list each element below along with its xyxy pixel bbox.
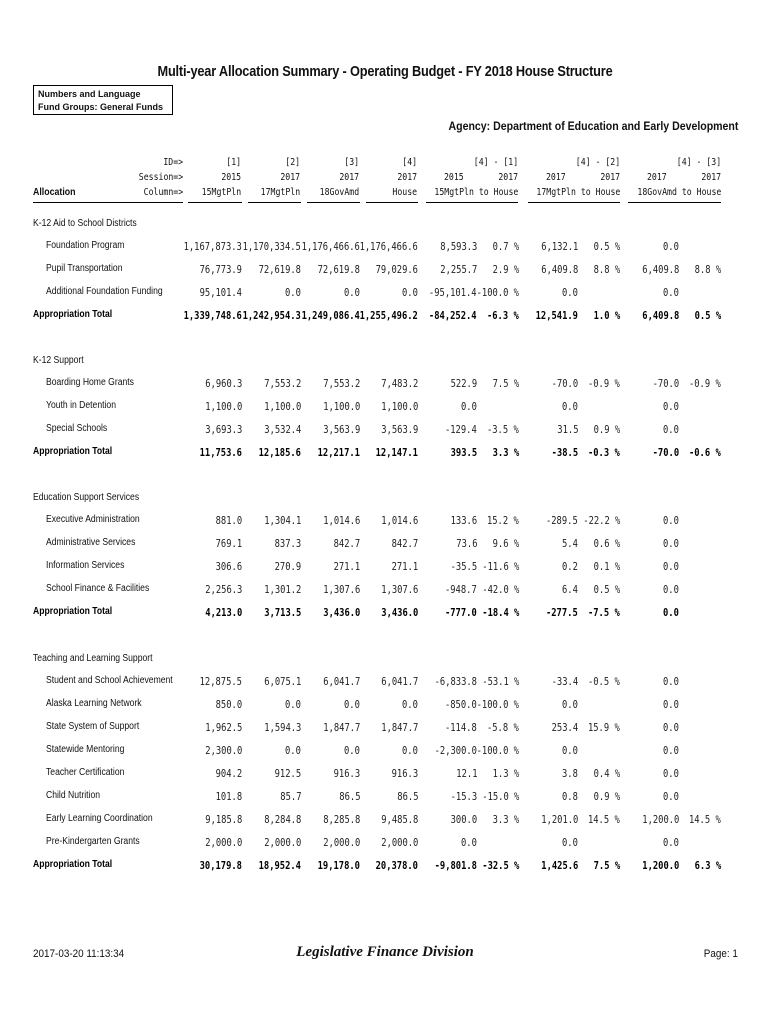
value-2015-15mgtpln: 1,100.0	[204, 400, 242, 413]
value-2017-18govamd: 3,563.9	[322, 423, 360, 436]
diff-17mgtpln-to-house: -289.5	[546, 514, 578, 527]
value-2017-house: 1,255,496.2	[359, 309, 418, 322]
table-row	[0, 377, 770, 393]
section-name: Teaching and Learning Support	[33, 653, 153, 664]
pct-17mgtpln-to-house: 0.4 %	[593, 767, 620, 780]
header-underline	[366, 202, 418, 203]
diff-17mgtpln-to-house: 0.0	[562, 744, 578, 757]
total-label: Appropriation Total	[33, 606, 113, 617]
agency-name: Agency: Department of Education and Early Development	[448, 119, 738, 133]
value-2015-15mgtpln: 2,000.0	[204, 836, 242, 849]
pct-18govamd-to-house: 0.5 %	[694, 309, 721, 322]
value-2015-15mgtpln: 881.0	[215, 514, 242, 527]
diff-15mgtpln-to-house: 300.0	[450, 813, 477, 826]
value-2015-15mgtpln: 76,773.9	[199, 263, 242, 276]
pct-17mgtpln-to-house: 8.8 %	[593, 263, 620, 276]
allocation-name: Child Nutrition	[46, 790, 101, 801]
col2-id: [2]	[285, 157, 300, 168]
diff-18govamd-to-house: 0.0	[663, 721, 679, 734]
diff-15mgtpln-to-house: -6,833.8	[434, 675, 477, 688]
col4-name: House	[392, 187, 417, 198]
pct-17mgtpln-to-house: -0.9 %	[588, 377, 620, 390]
diff-18govamd-to-house: 0.0	[663, 836, 679, 849]
pct-17mgtpln-to-house: 14.5 %	[588, 813, 620, 826]
value-2017-house: 3,563.9	[380, 423, 418, 436]
appropriation-total-row	[0, 859, 770, 875]
table-row	[0, 537, 770, 553]
allocation-name: School Finance & Facilities	[46, 583, 150, 594]
pct-15mgtpln-to-house: -100.0 %	[476, 744, 519, 757]
col1-id: [1]	[226, 157, 241, 168]
value-2017-house: 916.3	[391, 767, 418, 780]
pct-17mgtpln-to-house: 0.9 %	[593, 790, 620, 803]
pct-17mgtpln-to-house: 0.6 %	[593, 537, 620, 550]
pct-17mgtpln-to-house: -0.5 %	[588, 675, 620, 688]
col3-session: 2017	[339, 172, 359, 183]
diff-17mgtpln-to-house: 0.0	[562, 286, 578, 299]
diff-17mgtpln-to-house: 6.4	[562, 583, 578, 596]
cmp3-session-from: 2017	[647, 172, 667, 183]
diff-17mgtpln-to-house: 5.4	[562, 537, 578, 550]
value-2017-house: 20,378.0	[375, 859, 418, 872]
table-row	[0, 263, 770, 279]
allocation-name: Alaska Learning Network	[46, 698, 142, 709]
allocation-name: Information Services	[46, 560, 125, 571]
diff-17mgtpln-to-house: -38.5	[551, 446, 578, 459]
value-2017-house: 7,483.2	[380, 377, 418, 390]
header-underline	[426, 202, 518, 203]
pct-17mgtpln-to-house: 0.5 %	[593, 583, 620, 596]
allocation-name: Early Learning Coordination	[46, 813, 153, 824]
section-name: Education Support Services	[33, 492, 140, 503]
table-row	[0, 813, 770, 829]
section-heading	[0, 653, 770, 669]
pct-18govamd-to-house: -0.6 %	[689, 446, 721, 459]
value-2017-18govamd: 0.0	[344, 698, 360, 711]
diff-15mgtpln-to-house: 8,593.3	[439, 240, 477, 253]
value-2017-house: 1,176,466.6	[359, 240, 418, 253]
value-2017-house: 1,100.0	[380, 400, 418, 413]
diff-18govamd-to-house: 0.0	[663, 423, 679, 436]
cmp1-id: [4] - [1]	[473, 157, 518, 168]
diff-15mgtpln-to-house: -777.0	[445, 606, 477, 619]
diff-17mgtpln-to-house: -70.0	[551, 377, 578, 390]
value-2017-house: 2,000.0	[380, 836, 418, 849]
report-title: Multi-year Allocation Summary - Operating Budget - FY 2018 House Structure	[157, 63, 613, 80]
diff-15mgtpln-to-house: -129.4	[445, 423, 477, 436]
col4-id: [4]	[402, 157, 417, 168]
section-heading	[0, 492, 770, 508]
table-row	[0, 790, 770, 806]
allocation-name: Additional Foundation Funding	[46, 286, 163, 297]
diff-15mgtpln-to-house: 522.9	[450, 377, 477, 390]
value-2015-15mgtpln: 4,213.0	[204, 606, 242, 619]
value-2017-18govamd: 8,285.8	[322, 813, 360, 826]
cmp2-id: [4] - [2]	[575, 157, 620, 168]
pct-15mgtpln-to-house: -42.0 %	[481, 583, 519, 596]
pct-15mgtpln-to-house: 9.6 %	[492, 537, 519, 550]
allocation-name: Boarding Home Grants	[46, 377, 134, 388]
diff-18govamd-to-house: 0.0	[663, 767, 679, 780]
header-row-label-session: Session=>	[138, 172, 183, 183]
value-2017-18govamd: 1,100.0	[322, 400, 360, 413]
value-2015-15mgtpln: 12,875.5	[199, 675, 242, 688]
pct-17mgtpln-to-house: 15.9 %	[588, 721, 620, 734]
pct-18govamd-to-house: 14.5 %	[689, 813, 721, 826]
value-2017-17mgtpln: 1,301.2	[263, 583, 301, 596]
diff-18govamd-to-house: -70.0	[652, 377, 679, 390]
fund-box-line-2: Fund Groups: General Funds	[38, 102, 164, 112]
header-underline	[188, 202, 242, 203]
value-2017-18govamd: 72,619.8	[317, 263, 360, 276]
value-2017-18govamd: 1,014.6	[322, 514, 360, 527]
value-2017-house: 0.0	[402, 744, 418, 757]
pct-15mgtpln-to-house: 0.7 %	[492, 240, 519, 253]
header-row-label-id: ID=>	[163, 157, 183, 168]
pct-15mgtpln-to-house: -100.0 %	[476, 698, 519, 711]
value-2017-18govamd: 916.3	[333, 767, 360, 780]
pct-15mgtpln-to-house: 2.9 %	[492, 263, 519, 276]
allocation-name: Teacher Certification	[46, 767, 125, 778]
diff-18govamd-to-house: 0.0	[663, 583, 679, 596]
col3-name: 18GovAmd	[319, 187, 359, 198]
col2-session: 2017	[280, 172, 300, 183]
pct-15mgtpln-to-house: 1.3 %	[492, 767, 519, 780]
value-2017-house: 0.0	[402, 286, 418, 299]
diff-17mgtpln-to-house: 0.2	[562, 560, 578, 573]
table-row	[0, 400, 770, 416]
value-2017-house: 1,014.6	[380, 514, 418, 527]
table-row	[0, 423, 770, 439]
pct-18govamd-to-house: 6.3 %	[694, 859, 721, 872]
table-row	[0, 675, 770, 691]
diff-18govamd-to-house: 0.0	[663, 606, 679, 619]
value-2017-house: 79,029.6	[375, 263, 418, 276]
pct-17mgtpln-to-house: 1.0 %	[593, 309, 620, 322]
value-2015-15mgtpln: 11,753.6	[199, 446, 242, 459]
value-2017-17mgtpln: 1,170,334.5	[242, 240, 301, 253]
diff-17mgtpln-to-house: 1,425.6	[540, 859, 578, 872]
appropriation-total-row	[0, 309, 770, 325]
diff-15mgtpln-to-house: 0.0	[461, 400, 477, 413]
value-2015-15mgtpln: 1,339,748.6	[183, 309, 242, 322]
allocation-name: Foundation Program	[46, 240, 125, 251]
value-2017-house: 12,147.1	[375, 446, 418, 459]
diff-17mgtpln-to-house: 3.8	[562, 767, 578, 780]
pct-15mgtpln-to-house: -5.8 %	[487, 721, 519, 734]
value-2017-house: 0.0	[402, 698, 418, 711]
pct-15mgtpln-to-house: -18.4 %	[481, 606, 519, 619]
value-2017-17mgtpln: 12,185.6	[258, 446, 301, 459]
pct-18govamd-to-house: 8.8 %	[694, 263, 721, 276]
value-2017-18govamd: 1,249,086.4	[301, 309, 360, 322]
allocation-name: State System of Support	[46, 721, 140, 732]
value-2015-15mgtpln: 95,101.4	[199, 286, 242, 299]
cmp2-label: 17MgtPln to House	[536, 187, 620, 198]
value-2017-18govamd: 1,176,466.6	[301, 240, 360, 253]
pct-17mgtpln-to-house: -0.3 %	[588, 446, 620, 459]
value-2015-15mgtpln: 6,960.3	[204, 377, 242, 390]
diff-17mgtpln-to-house: 253.4	[551, 721, 578, 734]
diff-15mgtpln-to-house: -15.3	[450, 790, 477, 803]
table-row	[0, 698, 770, 714]
cmp3-id: [4] - [3]	[676, 157, 721, 168]
diff-15mgtpln-to-house: 0.0	[461, 836, 477, 849]
value-2017-18govamd: 1,847.7	[322, 721, 360, 734]
allocation-name: Student and School Achievement	[46, 675, 173, 686]
table-row	[0, 721, 770, 737]
diff-17mgtpln-to-house: 6,409.8	[540, 263, 578, 276]
fund-box-line-1: Numbers and Language	[38, 89, 141, 99]
col4-session: 2017	[397, 172, 417, 183]
diff-18govamd-to-house: 0.0	[663, 514, 679, 527]
col1-name: 15MgtPln	[201, 187, 241, 198]
value-2017-17mgtpln: 72,619.8	[258, 263, 301, 276]
value-2015-15mgtpln: 1,167,873.3	[183, 240, 242, 253]
header-underline	[248, 202, 301, 203]
diff-17mgtpln-to-house: 0.0	[562, 698, 578, 711]
value-2015-15mgtpln: 904.2	[215, 767, 242, 780]
pct-15mgtpln-to-house: -32.5 %	[481, 859, 519, 872]
col1-session: 2015	[221, 172, 241, 183]
header-underline	[33, 202, 183, 203]
diff-18govamd-to-house: 6,409.8	[641, 309, 679, 322]
col2-name: 17MgtPln	[260, 187, 300, 198]
diff-15mgtpln-to-house: -84,252.4	[429, 309, 477, 322]
allocation-name: Special Schools	[46, 423, 108, 434]
diff-17mgtpln-to-house: 31.5	[556, 423, 578, 436]
table-row	[0, 514, 770, 530]
pct-17mgtpln-to-house: 7.5 %	[593, 859, 620, 872]
value-2017-18govamd: 12,217.1	[317, 446, 360, 459]
diff-18govamd-to-house: 0.0	[663, 560, 679, 573]
allocation-name: Pupil Transportation	[46, 263, 123, 274]
diff-15mgtpln-to-house: -2,300.0	[434, 744, 477, 757]
value-2017-18govamd: 0.0	[344, 744, 360, 757]
value-2015-15mgtpln: 2,256.3	[204, 583, 242, 596]
value-2017-17mgtpln: 85.7	[279, 790, 301, 803]
pct-17mgtpln-to-house: -22.2 %	[582, 514, 620, 527]
value-2017-17mgtpln: 18,952.4	[258, 859, 301, 872]
diff-15mgtpln-to-house: 2,255.7	[439, 263, 477, 276]
footer-page-number: Page: 1	[703, 948, 738, 960]
diff-18govamd-to-house: 0.0	[663, 698, 679, 711]
value-2017-17mgtpln: 7,553.2	[263, 377, 301, 390]
section-heading	[0, 218, 770, 234]
value-2015-15mgtpln: 850.0	[215, 698, 242, 711]
total-label: Appropriation Total	[33, 859, 113, 870]
col3-id: [3]	[344, 157, 359, 168]
value-2015-15mgtpln: 101.8	[215, 790, 242, 803]
value-2017-house: 842.7	[391, 537, 418, 550]
pct-15mgtpln-to-house: 15.2 %	[487, 514, 519, 527]
footer-division: Legislative Finance Division	[296, 944, 474, 960]
cmp2-session-to: 2017	[600, 172, 620, 183]
diff-15mgtpln-to-house: 393.5	[450, 446, 477, 459]
value-2017-17mgtpln: 1,242,954.3	[242, 309, 301, 322]
value-2015-15mgtpln: 769.1	[215, 537, 242, 550]
diff-15mgtpln-to-house: 133.6	[450, 514, 477, 527]
pct-15mgtpln-to-house: 7.5 %	[492, 377, 519, 390]
table-row	[0, 583, 770, 599]
value-2017-18govamd: 6,041.7	[322, 675, 360, 688]
fund-group-box	[33, 85, 173, 115]
value-2017-17mgtpln: 8,284.8	[263, 813, 301, 826]
pct-15mgtpln-to-house: -11.6 %	[481, 560, 519, 573]
value-2017-house: 9,485.8	[380, 813, 418, 826]
value-2017-17mgtpln: 2,000.0	[263, 836, 301, 849]
value-2017-house: 1,307.6	[380, 583, 418, 596]
table-row	[0, 240, 770, 256]
table-row	[0, 744, 770, 760]
diff-18govamd-to-house: -70.0	[652, 446, 679, 459]
value-2017-17mgtpln: 1,594.3	[263, 721, 301, 734]
value-2015-15mgtpln: 30,179.8	[199, 859, 242, 872]
value-2017-18govamd: 1,307.6	[322, 583, 360, 596]
value-2017-17mgtpln: 1,304.1	[263, 514, 301, 527]
header-underline	[528, 202, 620, 203]
appropriation-total-row	[0, 606, 770, 622]
pct-17mgtpln-to-house: 0.1 %	[593, 560, 620, 573]
diff-18govamd-to-house: 0.0	[663, 537, 679, 550]
value-2015-15mgtpln: 1,962.5	[204, 721, 242, 734]
cmp3-session-to: 2017	[701, 172, 721, 183]
header-underline	[307, 202, 360, 203]
value-2017-17mgtpln: 0.0	[285, 286, 301, 299]
cmp1-session-to: 2017	[498, 172, 518, 183]
diff-15mgtpln-to-house: -9,801.8	[434, 859, 477, 872]
allocation-name: Statewide Mentoring	[46, 744, 125, 755]
section-heading	[0, 355, 770, 371]
pct-15mgtpln-to-house: -6.3 %	[487, 309, 519, 322]
value-2017-17mgtpln: 1,100.0	[263, 400, 301, 413]
value-2017-17mgtpln: 837.3	[274, 537, 301, 550]
total-label: Appropriation Total	[33, 446, 113, 457]
diff-15mgtpln-to-house: 73.6	[455, 537, 477, 550]
appropriation-total-row	[0, 446, 770, 462]
value-2017-house: 86.5	[396, 790, 418, 803]
value-2015-15mgtpln: 9,185.8	[204, 813, 242, 826]
diff-18govamd-to-house: 0.0	[663, 240, 679, 253]
pct-15mgtpln-to-house: -100.0 %	[476, 286, 519, 299]
diff-18govamd-to-house: 0.0	[663, 744, 679, 757]
diff-17mgtpln-to-house: 0.8	[562, 790, 578, 803]
value-2017-17mgtpln: 6,075.1	[263, 675, 301, 688]
value-2017-house: 271.1	[391, 560, 418, 573]
value-2017-18govamd: 7,553.2	[322, 377, 360, 390]
diff-17mgtpln-to-house: 0.0	[562, 836, 578, 849]
total-label: Appropriation Total	[33, 309, 113, 320]
diff-15mgtpln-to-house: -948.7	[445, 583, 477, 596]
cmp1-label: 15MgtPln to House	[434, 187, 518, 198]
diff-18govamd-to-house: 1,200.0	[641, 859, 679, 872]
pct-15mgtpln-to-house: -53.1 %	[481, 675, 519, 688]
allocation-name: Youth in Detention	[46, 400, 116, 411]
value-2017-17mgtpln: 3,532.4	[263, 423, 301, 436]
value-2017-18govamd: 3,436.0	[322, 606, 360, 619]
diff-18govamd-to-house: 0.0	[663, 286, 679, 299]
header-underline	[628, 202, 721, 203]
pct-18govamd-to-house: -0.9 %	[689, 377, 721, 390]
header-row-label-column: Column=>	[143, 187, 183, 198]
value-2017-house: 6,041.7	[380, 675, 418, 688]
allocation-name: Executive Administration	[46, 514, 140, 525]
diff-18govamd-to-house: 0.0	[663, 400, 679, 413]
pct-17mgtpln-to-house: 0.9 %	[593, 423, 620, 436]
section-name: K-12 Support	[33, 355, 84, 366]
pct-15mgtpln-to-house: -3.5 %	[487, 423, 519, 436]
pct-17mgtpln-to-house: 0.5 %	[593, 240, 620, 253]
pct-15mgtpln-to-house: 3.3 %	[492, 813, 519, 826]
value-2017-17mgtpln: 3,713.5	[263, 606, 301, 619]
value-2017-18govamd: 0.0	[344, 286, 360, 299]
pct-15mgtpln-to-house: -15.0 %	[481, 790, 519, 803]
value-2017-18govamd: 19,178.0	[317, 859, 360, 872]
diff-17mgtpln-to-house: -277.5	[546, 606, 578, 619]
cmp1-session-from: 2015	[444, 172, 464, 183]
value-2017-18govamd: 842.7	[333, 537, 360, 550]
diff-15mgtpln-to-house: -95,101.4	[429, 286, 477, 299]
pct-15mgtpln-to-house: 3.3 %	[492, 446, 519, 459]
section-name: K-12 Aid to School Districts	[33, 218, 137, 229]
value-2017-17mgtpln: 0.0	[285, 698, 301, 711]
value-2017-18govamd: 86.5	[338, 790, 360, 803]
diff-15mgtpln-to-house: 12.1	[455, 767, 477, 780]
value-2017-house: 1,847.7	[380, 721, 418, 734]
diff-18govamd-to-house: 6,409.8	[641, 263, 679, 276]
pct-17mgtpln-to-house: -7.5 %	[588, 606, 620, 619]
value-2017-17mgtpln: 912.5	[274, 767, 301, 780]
value-2015-15mgtpln: 3,693.3	[204, 423, 242, 436]
diff-17mgtpln-to-house: -33.4	[551, 675, 578, 688]
value-2017-18govamd: 2,000.0	[322, 836, 360, 849]
diff-17mgtpln-to-house: 0.0	[562, 400, 578, 413]
table-row	[0, 836, 770, 852]
cmp2-session-from: 2017	[546, 172, 566, 183]
table-row	[0, 286, 770, 302]
value-2015-15mgtpln: 2,300.0	[204, 744, 242, 757]
value-2017-house: 3,436.0	[380, 606, 418, 619]
allocation-header: Allocation	[33, 187, 76, 198]
table-row	[0, 767, 770, 783]
diff-17mgtpln-to-house: 12,541.9	[535, 309, 578, 322]
diff-15mgtpln-to-house: -114.8	[445, 721, 477, 734]
diff-15mgtpln-to-house: -35.5	[450, 560, 477, 573]
allocation-name: Pre-Kindergarten Grants	[46, 836, 140, 847]
cmp3-label: 18GovAmd to House	[637, 187, 721, 198]
diff-18govamd-to-house: 0.0	[663, 675, 679, 688]
diff-15mgtpln-to-house: -850.0	[445, 698, 477, 711]
value-2017-18govamd: 271.1	[333, 560, 360, 573]
table-row	[0, 560, 770, 576]
value-2015-15mgtpln: 306.6	[215, 560, 242, 573]
allocation-name: Administrative Services	[46, 537, 136, 548]
diff-17mgtpln-to-house: 6,132.1	[540, 240, 578, 253]
diff-17mgtpln-to-house: 1,201.0	[540, 813, 578, 826]
diff-18govamd-to-house: 1,200.0	[641, 813, 679, 826]
footer-timestamp: 2017-03-20 11:13:34	[33, 948, 125, 960]
value-2017-17mgtpln: 0.0	[285, 744, 301, 757]
value-2017-17mgtpln: 270.9	[274, 560, 301, 573]
diff-18govamd-to-house: 0.0	[663, 790, 679, 803]
